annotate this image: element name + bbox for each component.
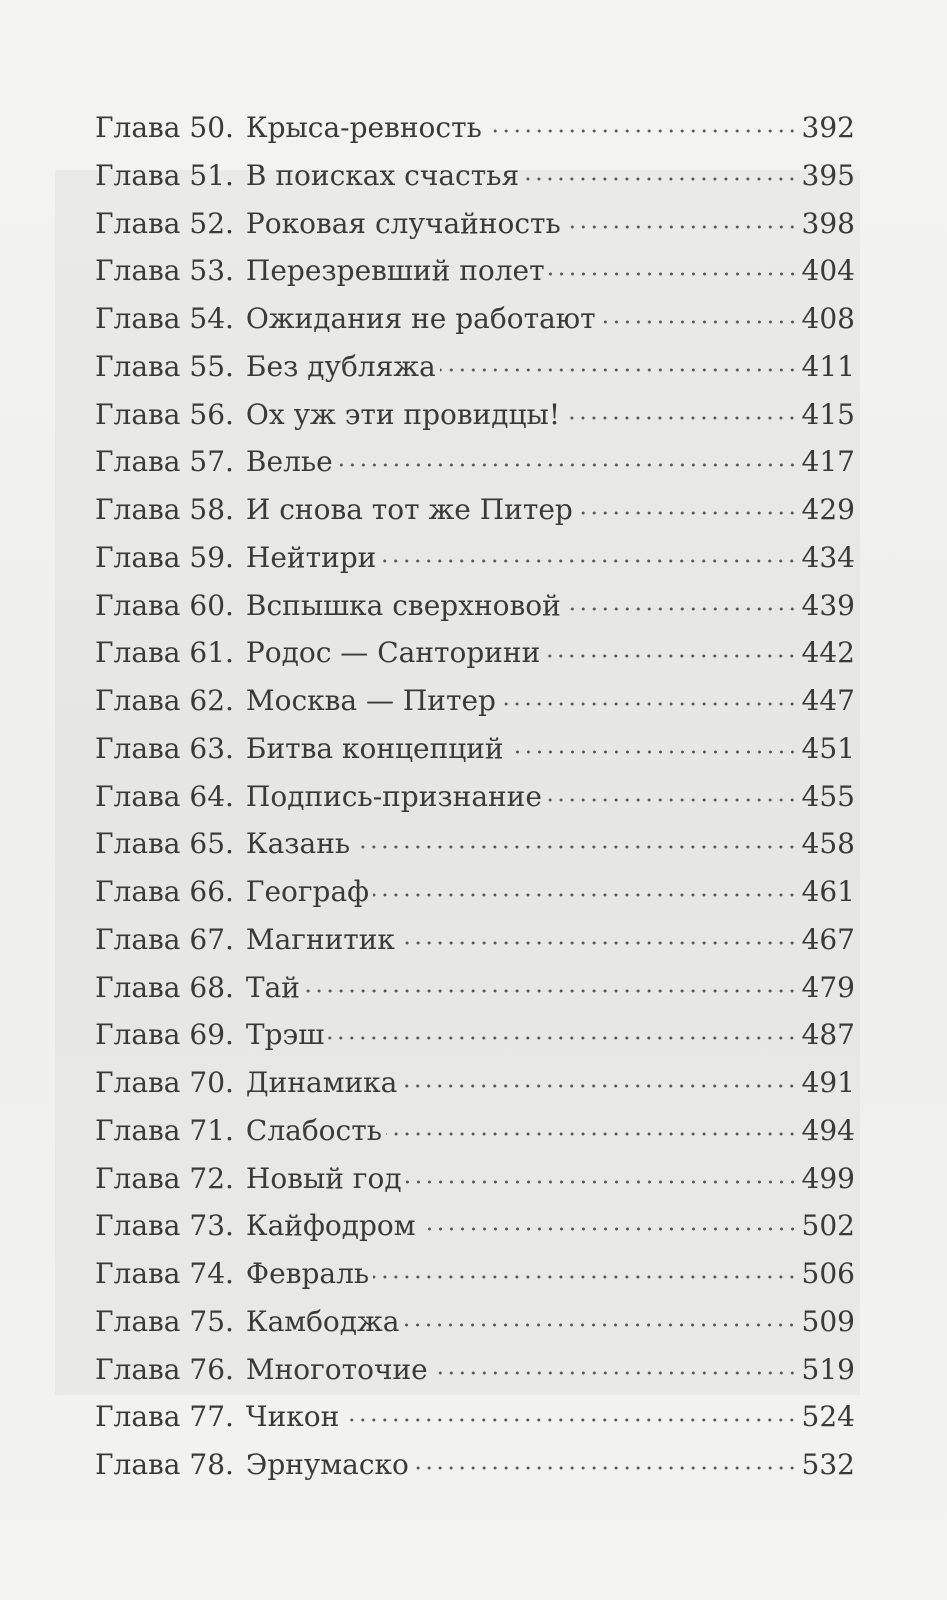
toc-dot-leader — [564, 416, 797, 420]
toc-chapter-number: Глава 54 — [95, 302, 226, 335]
toc-dot-leader — [549, 272, 798, 276]
toc-chapter-title: Магнитик — [245, 922, 395, 956]
toc-chapter-number: Глава 64 — [95, 779, 226, 813]
toc-chapter-title: Подпись-признание — [245, 779, 542, 813]
toc-page-number: 455 — [801, 779, 855, 813]
toc-entry — [95, 820, 855, 868]
toc-entry — [95, 343, 855, 391]
toc-chapter-title: Слабость — [245, 1113, 382, 1147]
toc-chapter-number: Глава 66 — [95, 875, 226, 908]
toc-page-number: 392 — [801, 111, 855, 144]
toc-entry — [95, 200, 855, 248]
toc-entry — [95, 725, 855, 773]
toc-chapter-title: Новый год — [245, 1161, 402, 1195]
toc-dot-leader — [577, 511, 798, 515]
toc-chapter-title: Чикон — [245, 1400, 340, 1434]
toc-entry — [95, 486, 855, 534]
toc-chapter-title: Февраль — [245, 1257, 370, 1290]
toc-chapter-separator: . — [225, 1448, 234, 1481]
toc-chapter-number: Глава 53 — [95, 254, 226, 288]
toc-page-number: 509 — [801, 1304, 855, 1338]
toc-chapter-title: Тай — [245, 970, 300, 1004]
toc-chapter-separator: . — [225, 111, 234, 144]
toc-chapter-separator: . — [225, 636, 234, 670]
toc-page-number: 417 — [801, 445, 855, 479]
toc-dot-leader — [565, 607, 798, 611]
toc-chapter-title: Казань — [245, 827, 351, 861]
toc-dot-leader — [432, 1371, 798, 1375]
toc-chapter-number: Глава 69 — [95, 1018, 226, 1052]
table-of-contents — [95, 104, 855, 1489]
toc-entry — [95, 1202, 855, 1250]
toc-chapter-title: Ох уж эти провидцы! — [245, 397, 561, 431]
toc-chapter-title: Вспышка сверхновой — [245, 588, 561, 622]
toc-dot-leader — [399, 941, 798, 945]
toc-chapter-title: Нейтири — [245, 540, 377, 574]
toc-chapter-separator: . — [225, 397, 234, 431]
toc-chapter-title: Кайфодром — [245, 1209, 416, 1243]
toc-chapter-number: Глава 61 — [95, 636, 226, 670]
toc-chapter-separator: . — [225, 970, 234, 1004]
toc-chapter-separator: . — [225, 1209, 234, 1243]
toc-dot-leader — [386, 1132, 798, 1136]
toc-dot-leader — [600, 320, 798, 324]
toc-entry — [95, 582, 855, 630]
toc-chapter-separator: . — [225, 254, 234, 288]
toc-chapter-number: Глава 58 — [95, 493, 226, 526]
toc-chapter-title: Перезревший полет — [245, 254, 545, 288]
toc-chapter-number: Глава 60 — [95, 588, 226, 622]
toc-chapter-separator: . — [225, 349, 234, 383]
toc-dot-leader — [373, 1275, 797, 1279]
toc-entry — [95, 534, 855, 582]
toc-entry — [95, 152, 855, 200]
toc-chapter-title: Камбоджа — [245, 1304, 400, 1338]
toc-dot-leader — [546, 798, 798, 802]
toc-dot-leader — [304, 989, 798, 993]
toc-chapter-title: Роковая случайность — [245, 206, 561, 240]
toc-chapter-separator: . — [225, 827, 234, 861]
toc-chapter-number: Глава 68 — [95, 970, 226, 1004]
toc-entry — [95, 104, 855, 152]
toc-chapter-title: Географ — [245, 875, 370, 908]
toc-entry — [95, 438, 855, 486]
toc-page-number: 411 — [801, 349, 855, 383]
toc-dot-leader — [406, 1180, 798, 1184]
toc-chapter-number: Глава 76 — [95, 1352, 226, 1386]
toc-entry — [95, 773, 855, 821]
toc-page-number: 434 — [801, 540, 855, 574]
toc-dot-leader — [420, 1227, 798, 1231]
toc-dot-leader — [328, 1036, 797, 1040]
toc-page-number: 491 — [801, 1066, 855, 1099]
toc-chapter-number: Глава 74 — [95, 1257, 226, 1290]
toc-chapter-title: Москва — Питер — [245, 684, 496, 717]
toc-dot-leader — [380, 559, 797, 563]
toc-chapter-title: Велье — [245, 445, 333, 479]
toc-entry — [95, 1155, 855, 1203]
toc-entry — [95, 1298, 855, 1346]
toc-entry — [95, 1059, 855, 1107]
toc-chapter-separator: . — [225, 1352, 234, 1386]
toc-entry — [95, 247, 855, 295]
toc-chapter-separator: . — [225, 445, 234, 479]
toc-entry — [95, 1393, 855, 1441]
toc-page-number: 429 — [801, 493, 855, 526]
toc-chapter-number: Глава 67 — [95, 922, 226, 956]
toc-chapter-number: Глава 55 — [95, 349, 226, 383]
toc-chapter-separator: . — [225, 158, 234, 192]
toc-dot-leader — [565, 225, 798, 229]
toc-page-number: 467 — [801, 922, 855, 956]
toc-dot-leader — [354, 845, 797, 849]
toc-chapter-number: Глава 59 — [95, 540, 226, 574]
toc-dot-leader — [486, 129, 798, 133]
toc-entry — [95, 295, 855, 343]
toc-chapter-title: Крыса-ревность — [245, 111, 482, 144]
toc-page-number: 408 — [801, 302, 855, 335]
toc-page-number: 415 — [801, 397, 855, 431]
toc-entry — [95, 1011, 855, 1059]
toc-chapter-separator: . — [225, 1018, 234, 1052]
toc-chapter-number: Глава 63 — [95, 731, 226, 765]
toc-chapter-separator: . — [225, 588, 234, 622]
toc-entry — [95, 1441, 855, 1489]
toc-entry — [95, 629, 855, 677]
toc-page-number: 502 — [801, 1209, 855, 1243]
toc-page-number: 398 — [801, 206, 855, 240]
toc-entry — [95, 1107, 855, 1155]
toc-page-number: 524 — [801, 1400, 855, 1434]
toc-page-number: 479 — [801, 970, 855, 1004]
toc-chapter-separator: . — [225, 875, 234, 908]
toc-page-number: 458 — [801, 827, 855, 861]
toc-chapter-title: Многоточие — [245, 1352, 428, 1386]
toc-chapter-number: Глава 52 — [95, 206, 226, 240]
toc-page-number: 395 — [801, 158, 855, 192]
toc-page-number: 461 — [801, 875, 855, 908]
toc-chapter-number: Глава 57 — [95, 445, 226, 479]
toc-chapter-title: Эрнумаско — [245, 1448, 409, 1481]
toc-dot-leader — [413, 1466, 798, 1470]
toc-page-number: 442 — [801, 636, 855, 670]
toc-chapter-separator: . — [225, 731, 234, 765]
toc-entry — [95, 868, 855, 916]
toc-chapter-separator: . — [225, 1304, 234, 1338]
toc-chapter-title: Родос — Санторини — [245, 636, 541, 670]
toc-chapter-separator: . — [225, 922, 234, 956]
toc-chapter-title: Битва концепций — [245, 731, 504, 765]
toc-entry — [95, 1346, 855, 1394]
toc-page-number: 494 — [801, 1113, 855, 1147]
toc-chapter-separator: . — [225, 493, 234, 526]
toc-dot-leader — [500, 702, 798, 706]
toc-chapter-separator: . — [225, 1400, 234, 1434]
toc-chapter-title: Ожидания не работают — [245, 302, 596, 335]
toc-chapter-number: Глава 78 — [95, 1448, 226, 1481]
toc-entry — [95, 916, 855, 964]
toc-dot-leader — [337, 463, 798, 467]
toc-chapter-number: Глава 70 — [95, 1066, 226, 1099]
toc-chapter-title: Динамика — [245, 1066, 398, 1099]
toc-entry — [95, 677, 855, 725]
toc-dot-leader — [403, 1323, 797, 1327]
toc-chapter-number: Глава 71 — [95, 1113, 226, 1147]
toc-chapter-number: Глава 75 — [95, 1304, 226, 1338]
toc-dot-leader — [440, 368, 798, 372]
toc-page-number: 439 — [801, 588, 855, 622]
toc-chapter-number: Глава 77 — [95, 1400, 226, 1434]
toc-chapter-title: Трэш — [245, 1018, 325, 1052]
toc-chapter-separator: . — [225, 540, 234, 574]
toc-dot-leader — [373, 893, 797, 897]
toc-entry — [95, 391, 855, 439]
toc-page-number: 506 — [801, 1257, 855, 1290]
toc-chapter-number: Глава 50 — [95, 111, 226, 144]
toc-chapter-separator: . — [225, 1113, 234, 1147]
toc-chapter-separator: . — [225, 302, 234, 335]
toc-chapter-separator: . — [225, 206, 234, 240]
toc-dot-leader — [343, 1418, 797, 1422]
toc-chapter-separator: . — [225, 1257, 234, 1290]
toc-dot-leader — [401, 1084, 797, 1088]
toc-chapter-number: Глава 72 — [95, 1161, 226, 1195]
toc-dot-leader — [523, 177, 797, 181]
toc-chapter-number: Глава 65 — [95, 827, 226, 861]
toc-page-number: 451 — [801, 731, 855, 765]
toc-page-number: 404 — [801, 254, 855, 288]
toc-page-number: 532 — [801, 1448, 855, 1481]
toc-chapter-number: Глава 56 — [95, 397, 226, 431]
toc-page-number: 499 — [801, 1161, 855, 1195]
toc-chapter-number: Глава 51 — [95, 158, 226, 192]
toc-chapter-title: В поисках счастья — [245, 158, 520, 192]
toc-entry — [95, 1250, 855, 1298]
toc-chapter-number: Глава 73 — [95, 1209, 226, 1243]
toc-page-number: 447 — [801, 684, 855, 717]
toc-page-number: 487 — [801, 1018, 855, 1052]
toc-page-number: 519 — [801, 1352, 855, 1386]
toc-dot-leader — [508, 750, 798, 754]
toc-chapter-title: Без дубляжа — [245, 349, 436, 383]
toc-chapter-separator: . — [225, 1161, 234, 1195]
toc-chapter-separator: . — [225, 779, 234, 813]
toc-chapter-title: И снова тот же Питер — [245, 493, 573, 526]
toc-chapter-number: Глава 62 — [95, 684, 226, 717]
toc-chapter-separator: . — [225, 684, 234, 717]
toc-chapter-separator: . — [225, 1066, 234, 1099]
toc-entry — [95, 964, 855, 1012]
toc-dot-leader — [544, 654, 797, 658]
